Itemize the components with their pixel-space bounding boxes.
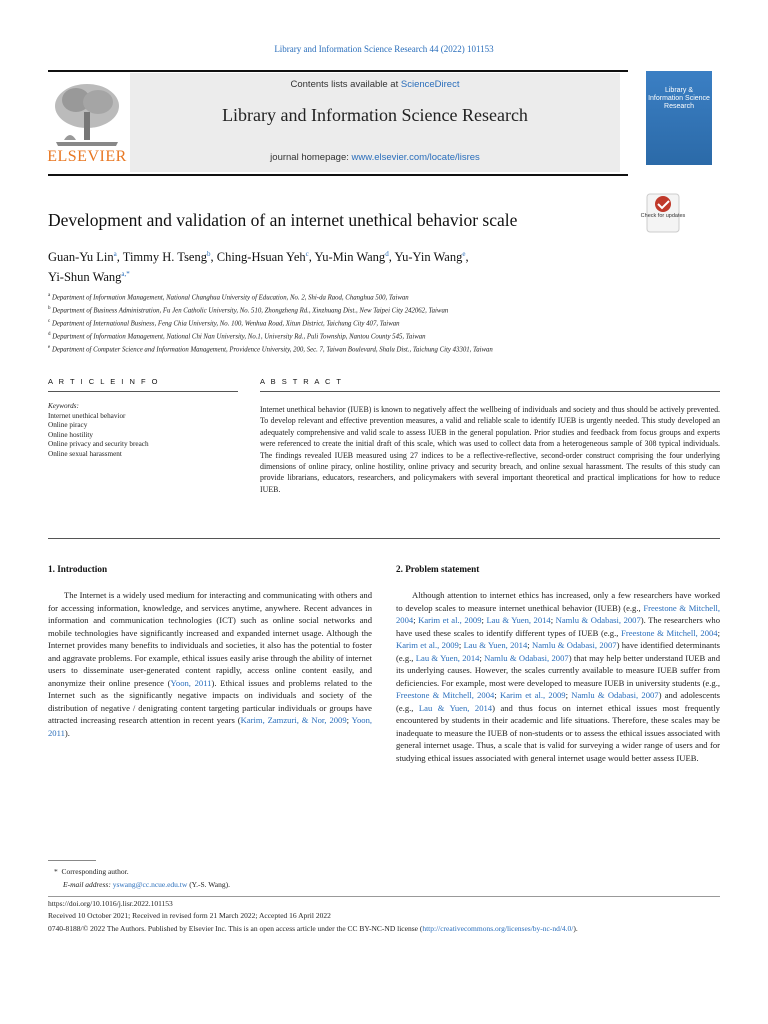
- author-affil-mark[interactable]: a,*: [121, 270, 130, 279]
- citation-link[interactable]: Yoon, 2011: [48, 715, 373, 738]
- affiliation-item: [48, 291, 688, 304]
- problem-statement-body: [396, 589, 720, 764]
- header-rule-bottom: [48, 174, 628, 176]
- article-info-heading: A R T I C L E I N F O: [48, 377, 160, 386]
- homepage-prefix: journal homepage:: [270, 152, 352, 163]
- contents-line: [130, 79, 620, 90]
- introduction-paragraph: [48, 589, 372, 739]
- journal-name: Library and Information Science Research: [222, 105, 528, 125]
- affiliation-mark: e: [48, 345, 51, 351]
- corresponding-label: Corresponding author.: [61, 867, 129, 876]
- keyword-item: Online piracy: [48, 421, 88, 430]
- received-dates: Received 10 October 2021; Received in revised form 21 March 2022; Accepted 16 April 2022: [48, 911, 331, 920]
- footnote-rule: [48, 860, 96, 861]
- author-list: Guan-Yu Lin$^a$, Timmy H. Tseng$^b$, Ching-Hsuan Yeh$^c$, Yu-Min Wang$^d$, Yu-Yin Wang$^e$, Yi-Shun Wang$^{a,*}$: [48, 250, 469, 285]
- affiliation-item: [48, 317, 688, 330]
- problem-text: ) and thus focus on internet ethical issues most frequently encountered by students in their academic and life situations. Therefore, these scales may be inadequate to measure the IUEB of non-students or to assess the ethical issues associated with general internet usage. Thus, a scale that is valid for surveying a wider range of users and for studying ethical issues associated with general internet usage would better assess IUEB.: [396, 702, 720, 763]
- sciencedirect-link[interactable]: ScienceDirect: [400, 79, 460, 90]
- problem-text: ;: [717, 627, 720, 638]
- keywords-block: [48, 402, 238, 460]
- abstract-bottom-rule: [48, 538, 720, 539]
- cover-title: Library & Information Science Research: [648, 87, 710, 110]
- problem-statement-heading: 2. Problem statement: [396, 564, 480, 574]
- affiliation-item: [48, 330, 688, 343]
- keyword-item: Online sexual harassment: [48, 449, 122, 458]
- affiliation-mark: b: [48, 306, 51, 312]
- affiliation-text: Department of Computer Science and Information Management, Providence University, 200, Sec. 7, Taiwan Boulevard, Shalu Dist., Taichung City 43301, Taiwan: [51, 346, 493, 354]
- email-suffix: (Y.-S. Wang).: [187, 880, 230, 889]
- author-name[interactable]: Guan-Yu Lin: [48, 250, 114, 265]
- email-note: [63, 879, 463, 891]
- corresponding-author-note: [54, 866, 454, 878]
- author-affil-mark[interactable]: b: [206, 250, 211, 258]
- citation-link[interactable]: Freestone & Mitchell, 2004: [396, 690, 495, 700]
- citation-link[interactable]: Karim et al., 2009: [396, 640, 459, 650]
- elsevier-logo-text: ELSEVIER: [47, 148, 127, 165]
- problem-text: ;: [494, 690, 500, 700]
- author-affil-mark[interactable]: e: [462, 250, 466, 258]
- citation-link[interactable]: Namlu & Odabasi, 2007: [532, 640, 617, 650]
- journal-cover-thumbnail[interactable]: [646, 71, 712, 165]
- abstract-text: Internet unethical behavior (IUEB) is known to negatively affect the wellbeing of individuals and society and thus should be actively prevented. To develop relevant and effective prevention measures, a valid and reliable scale to identify IUEB is urgently needed. This study developed an adequately comprehensive and valid scale to assess IUEB in the general population. Prior studies and feedback from focus groups and experts were referenced to create the initial draft of this scale, which was used to collect data from a heterogeneous sample of 308 typical individuals. The findings revealed IUEB measured using 27 indices to be a reflective-reflective, second-order construct comprising the four underlying dimensions of online piracy, online hostility, online privacy and security breach, and online sexual harassment. The results of this study can provide librarians, educators, researchers, and policymakers with several important theoretical and practical implications for how to reduce IUEB.: [260, 405, 720, 494]
- author-name[interactable]: Ching-Hsuan Yeh: [216, 250, 306, 265]
- author-name[interactable]: Yu-Yin Wang: [394, 250, 463, 265]
- affiliation-item: [48, 343, 688, 356]
- citation-link[interactable]: Namlu & Odabasi, 2007: [555, 615, 641, 625]
- affiliation-list: [48, 291, 688, 356]
- citation-link[interactable]: Lau & Yuen, 2014: [486, 615, 551, 625]
- keyword-item: Online hostility: [48, 430, 93, 439]
- problem-text: ) that may help better understand IUEB and its underlying causes. However, the scales currently available to measure IUEB suffer from deficiencies. For example, most were developed to measure IUEB in university students (e.g.,: [396, 652, 720, 688]
- citation-link[interactable]: Karim et al., 2009: [418, 615, 482, 625]
- header-rule-top: [48, 70, 628, 72]
- intro-text: ). Ethical issues and problems related to the Internet such as the significantly negative impacts on individuals and society of the distribution of negative / denigrating content targeting particular individuals or groups have attracted increasing research attention in recent years (: [48, 677, 373, 725]
- problem-statement-paragraph: [396, 589, 720, 764]
- citation-link[interactable]: Lau & Yuen, 2014: [415, 652, 480, 663]
- author-name[interactable]: Timmy H. Tseng: [122, 250, 207, 265]
- elsevier-tree-logo-icon: [46, 78, 128, 148]
- citation-link[interactable]: Freestone & Mitchell, 2004: [621, 627, 718, 638]
- keyword-item: Online privacy and security breach: [48, 440, 149, 449]
- article-title: Development and validation of an internet unethical behavior scale: [48, 210, 518, 230]
- affiliation-item: [48, 304, 688, 317]
- affiliation-mark: c: [48, 319, 51, 325]
- problem-text: Although attention to internet ethics has increased, only a few researchers have worked to develop scales to measure internet unethical behavior (IUEB) (e.g.,: [396, 590, 720, 613]
- keyword-item: Internet unethical behavior: [48, 411, 126, 420]
- author-affil-mark[interactable]: d: [385, 250, 389, 258]
- citation-link[interactable]: Yoon, 2011: [170, 677, 212, 688]
- email-label: E-mail address:: [63, 880, 111, 889]
- journal-citation[interactable]: Library and Information Science Research 44 (2022) 101153: [274, 44, 494, 54]
- citation-link[interactable]: Lau & Yuen, 2014: [463, 640, 528, 650]
- author-name[interactable]: Yi-Shun Wang: [48, 270, 122, 285]
- problem-text: ;: [479, 652, 485, 663]
- problem-text: ;: [550, 615, 556, 625]
- affiliation-mark: d: [48, 332, 51, 338]
- corresponding-mark: *: [54, 867, 58, 876]
- affiliation-text: Department of Business Administration, Fu Jen Catholic University, No. 510, Zhongzheng Rd., Xinzhuang Dist., New Taipei City 242062, Taiwan: [52, 307, 449, 315]
- problem-text: ;: [481, 615, 487, 625]
- intro-text: The Internet is a widely used medium for interacting and communicating with others and for accessing information, knowledge, and services anytime, anywhere. Recent advances in information and communication technologies (ICT) such as online social networks and mobile technologies have significantly increased and expanded internet usage. Although the Internet provides many benefits to individuals and societies, it also has the potential to foster and aggravate problems. For example, ethical issues easily arise through the ability of internet users to disseminate user-generated content rapidly, access online content easily, and anonymize their online presence (: [48, 590, 372, 688]
- problem-text: ;: [458, 640, 464, 650]
- license-prefix: 0740-8188/© 2022 The Authors. Published by Elsevier Inc. This is an open access article under the CC BY-NC-ND license (: [48, 924, 423, 933]
- problem-text: ;: [413, 615, 419, 625]
- introduction-heading: 1. Introduction: [48, 564, 108, 574]
- citation-link[interactable]: Namlu & Odabasi, 2007: [484, 652, 569, 663]
- author-affil-mark[interactable]: c: [305, 250, 309, 258]
- contents-prefix: Contents lists available at: [290, 79, 401, 90]
- license-suffix: ).: [573, 924, 578, 933]
- footer-rule: [48, 896, 720, 897]
- affiliation-text: Department of Information Management, National Changhua University of Education, No. 2, Shi-da Raod, Changhua 500, Taiwan: [51, 294, 409, 302]
- citation-link[interactable]: Karim et al., 2009: [499, 690, 566, 700]
- doi-link[interactable]: https://doi.org/10.1016/j.lisr.2022.101153: [48, 899, 173, 908]
- intro-text: ).: [64, 727, 70, 738]
- citation-link[interactable]: Karim, Zamzuri, & Nor, 2009: [240, 715, 347, 725]
- keywords-label: Keywords:: [48, 402, 79, 410]
- affiliation-text: Department of International Business, Feng Chia University, No. 100, Wenhua Road, Xitun District, Taichung City 407, Taiwan: [51, 320, 400, 328]
- affiliation-text: Department of Information Management, National Chi Nan University, No.1, University Rd., Puli Township, Nantou County 545, Taiwan: [52, 333, 426, 341]
- homepage-line: [130, 152, 620, 163]
- email-link[interactable]: yswang@cc.ncue.edu.tw: [112, 880, 188, 889]
- abstract-rule: [260, 391, 720, 392]
- article-info-rule: [48, 391, 238, 392]
- problem-text: ;: [527, 640, 532, 650]
- license-link[interactable]: http://creativecommons.org/licenses/by-nc-nd/4.0/: [422, 924, 574, 933]
- problem-text: ) have identified determinants (e.g.,: [396, 640, 720, 663]
- affiliation-mark: a: [48, 293, 51, 298]
- homepage-link[interactable]: www.elsevier.com/locate/lisres: [351, 152, 480, 163]
- citation-link[interactable]: Namlu & Odabasi, 2007: [571, 690, 659, 700]
- check-for-updates-label[interactable]: Check for updates: [640, 213, 686, 219]
- license-note: [48, 923, 720, 935]
- problem-text: ;: [565, 690, 572, 700]
- author-affil-mark[interactable]: a: [113, 250, 117, 258]
- citation-link[interactable]: Freestone & Mitchell, 2004: [396, 602, 720, 625]
- intro-text: ;: [346, 715, 352, 725]
- abstract-heading: A B S T R A C T: [260, 377, 343, 386]
- problem-text: ). The researchers who have used these scales to identify different types of IUEB (e.g.,: [396, 615, 720, 638]
- citation-link[interactable]: Lau & Yuen, 2014: [418, 702, 493, 713]
- introduction-body: [48, 589, 372, 739]
- problem-text: ) and adolescents (e.g.,: [396, 690, 720, 713]
- author-name[interactable]: Yu-Min Wang: [314, 250, 386, 265]
